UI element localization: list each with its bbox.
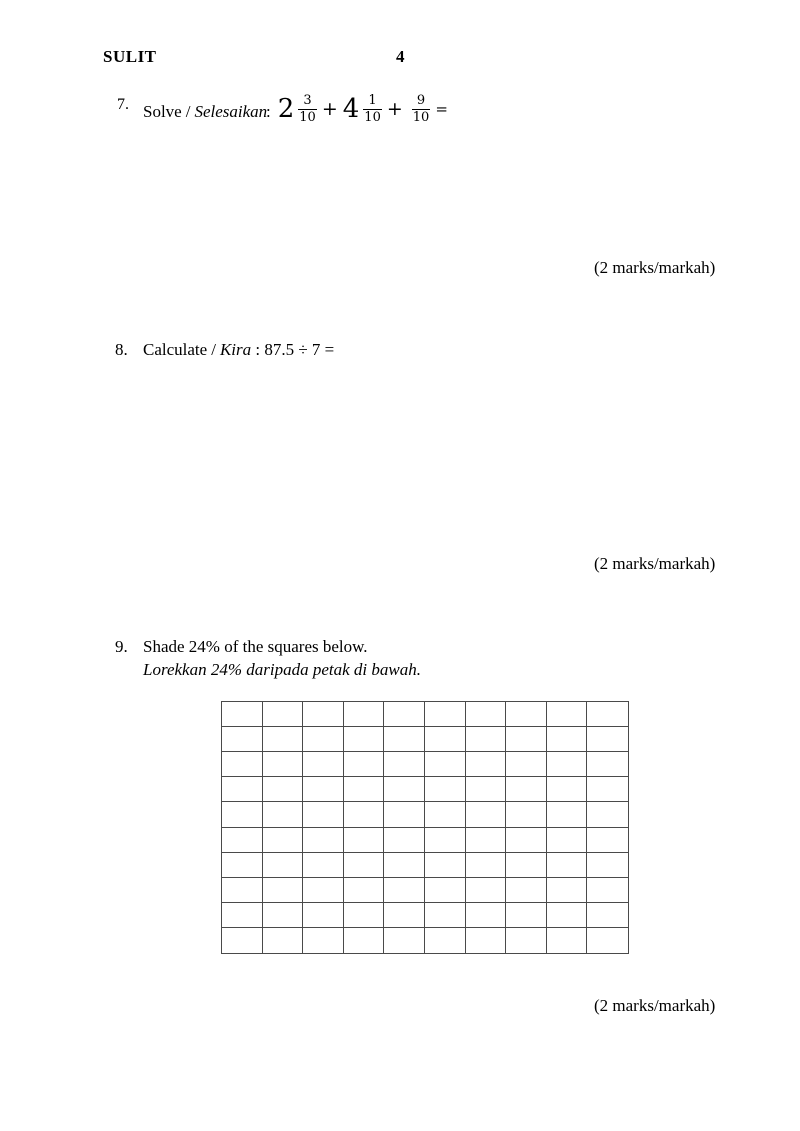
grid-cell xyxy=(587,878,628,903)
grid-cell xyxy=(506,727,547,752)
question-8-prompt-en: Calculate xyxy=(143,340,208,359)
grid-cell xyxy=(344,878,385,903)
grid-cell xyxy=(384,727,425,752)
grid-cell xyxy=(222,853,263,878)
grid-cell xyxy=(506,903,547,928)
fraction-3 xyxy=(412,94,431,124)
grid-cell xyxy=(425,878,466,903)
grid-cell xyxy=(466,853,507,878)
grid-cell xyxy=(547,828,588,853)
grid-cell xyxy=(547,928,588,953)
grid-cell xyxy=(587,727,628,752)
plus-sign-2: + xyxy=(386,97,403,120)
fraction-2-denominator: 10 xyxy=(364,109,381,125)
plus-sign-1: + xyxy=(321,97,338,120)
grid-cell xyxy=(222,752,263,777)
grid-cell xyxy=(303,752,344,777)
grid-cell xyxy=(466,727,507,752)
grid-cell xyxy=(587,903,628,928)
grid-cell xyxy=(425,702,466,727)
grid-cell xyxy=(547,853,588,878)
security-label: SULIT xyxy=(103,47,157,66)
grid-cell xyxy=(425,752,466,777)
grid-cell xyxy=(466,878,507,903)
grid-cell xyxy=(384,878,425,903)
grid-cell xyxy=(263,727,304,752)
grid-cell xyxy=(384,752,425,777)
grid-cell xyxy=(344,727,385,752)
grid-cell xyxy=(506,928,547,953)
grid-cell xyxy=(384,802,425,827)
grid-cell xyxy=(263,853,304,878)
grid-cell xyxy=(425,802,466,827)
grid-cell xyxy=(587,853,628,878)
grid-cell xyxy=(222,878,263,903)
grid-cell xyxy=(222,727,263,752)
grid-cell xyxy=(425,777,466,802)
question-8-expression: : 87.5 ÷ 7 = xyxy=(255,340,335,359)
grid-cell xyxy=(425,828,466,853)
grid-cell xyxy=(222,702,263,727)
fraction-1-denominator: 10 xyxy=(299,109,316,125)
fraction-2 xyxy=(363,94,382,124)
grid-cell xyxy=(384,853,425,878)
question-8-prompt-ms: Kira xyxy=(219,340,252,359)
grid-cell xyxy=(506,878,547,903)
grid-cell xyxy=(222,928,263,953)
fraction-3-numerator: 9 xyxy=(416,92,426,108)
grid-cell xyxy=(384,928,425,953)
grid-cell xyxy=(425,928,466,953)
grid-cell xyxy=(263,928,304,953)
fraction-3-denominator: 10 xyxy=(412,109,430,125)
question-9-line2: Lorekkan 24% daripada petak di bawah. xyxy=(143,660,421,679)
shading-grid xyxy=(221,701,629,954)
question-7-prompt xyxy=(143,102,267,122)
question-9-marks: (2 marks/markah) xyxy=(594,996,716,1015)
grid-cell xyxy=(303,903,344,928)
grid-cell xyxy=(303,802,344,827)
grid-cell xyxy=(263,828,304,853)
grid-cell xyxy=(303,777,344,802)
grid-cell xyxy=(506,702,547,727)
grid-cell xyxy=(506,802,547,827)
grid-cell xyxy=(506,752,547,777)
grid-cell xyxy=(587,702,628,727)
question-7-number: 7. xyxy=(117,96,129,113)
grid-cell xyxy=(344,928,385,953)
question-8-prompt xyxy=(143,340,334,360)
grid-cell xyxy=(344,828,385,853)
grid-cell xyxy=(344,903,385,928)
grid-cell xyxy=(547,702,588,727)
grid-cell xyxy=(344,853,385,878)
grid-cell xyxy=(344,752,385,777)
grid-cell xyxy=(466,702,507,727)
grid-cell xyxy=(344,702,385,727)
grid-cell xyxy=(506,853,547,878)
grid-cell xyxy=(587,802,628,827)
grid-cell xyxy=(222,777,263,802)
question-9-line1: Shade 24% of the squares below. xyxy=(143,637,368,656)
grid-cell xyxy=(466,752,507,777)
mixed-number-whole-1: 2 xyxy=(277,94,295,124)
grid-cell xyxy=(384,702,425,727)
grid-cell xyxy=(587,928,628,953)
grid-cell xyxy=(303,853,344,878)
grid-cell xyxy=(303,702,344,727)
grid-cell xyxy=(263,752,304,777)
question-7-expression xyxy=(266,92,448,126)
grid-cell xyxy=(425,903,466,928)
grid-cell xyxy=(303,727,344,752)
grid-cell xyxy=(263,802,304,827)
grid-cell xyxy=(303,828,344,853)
grid-cell xyxy=(466,777,507,802)
grid-cell xyxy=(303,928,344,953)
fraction-2-numerator: 1 xyxy=(368,92,377,108)
grid-cell xyxy=(466,928,507,953)
grid-cell xyxy=(425,853,466,878)
page-number: 4 xyxy=(396,47,405,66)
equals-sign: = xyxy=(435,100,448,118)
grid-cell xyxy=(547,878,588,903)
question-8-separator: / xyxy=(211,340,216,359)
grid-cell xyxy=(263,903,304,928)
grid-cell xyxy=(222,828,263,853)
grid-cell xyxy=(222,802,263,827)
grid-cell xyxy=(587,777,628,802)
question-7-marks: (2 marks/markah) xyxy=(594,258,716,277)
grid-cell xyxy=(587,828,628,853)
grid-cell xyxy=(547,777,588,802)
grid-cell xyxy=(547,727,588,752)
grid-cell xyxy=(263,878,304,903)
grid-cell xyxy=(222,903,263,928)
math-colon: : xyxy=(266,102,271,121)
grid-cell xyxy=(263,702,304,727)
grid-cell xyxy=(466,828,507,853)
question-7-prompt-en: Solve xyxy=(143,102,182,121)
question-8-number: 8. xyxy=(115,340,128,359)
grid-cell xyxy=(547,802,588,827)
grid-cell xyxy=(344,802,385,827)
grid-cell xyxy=(506,777,547,802)
question-9-number: 9. xyxy=(115,637,128,656)
grid-cell xyxy=(466,903,507,928)
question-7-prompt-ms: Selesaikan xyxy=(194,102,268,121)
grid-cell xyxy=(547,903,588,928)
fraction-1-numerator: 3 xyxy=(303,92,312,108)
grid-cell xyxy=(384,828,425,853)
question-7-separator: / xyxy=(185,102,191,121)
grid-cell xyxy=(587,752,628,777)
grid-cell xyxy=(384,903,425,928)
grid-cell xyxy=(425,727,466,752)
question-8-marks: (2 marks/markah) xyxy=(594,554,716,573)
grid-cell xyxy=(466,802,507,827)
grid-cell xyxy=(263,777,304,802)
grid-cell xyxy=(547,752,588,777)
grid-cell xyxy=(384,777,425,802)
fraction-1 xyxy=(298,94,317,124)
grid-cell xyxy=(303,878,344,903)
mixed-number-whole-2: 4 xyxy=(342,94,360,124)
grid-cell xyxy=(506,828,547,853)
grid-cell xyxy=(344,777,385,802)
